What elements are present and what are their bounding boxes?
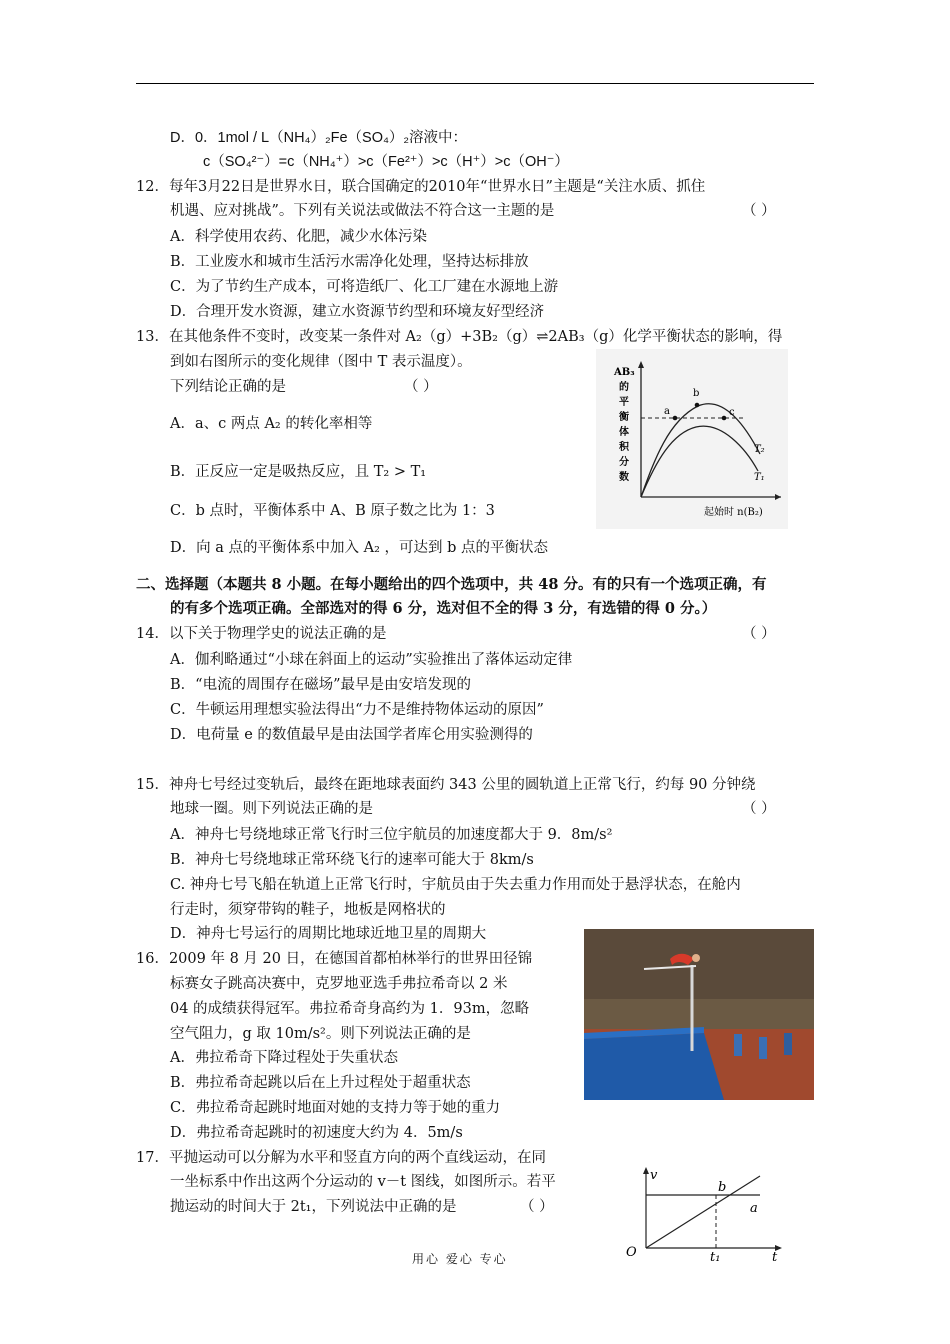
q11-option-d: D．0．1mol / L（NH₄）₂Fe（SO₄）₂溶液中： [170,130,468,146]
q15-stem-line2: 地球一圈。则下列说法正确的是 [170,801,373,817]
q15-option-b: B．神舟七号绕地球正常环绕飞行的速率可能大于 8km/s [170,852,534,868]
y-label-6: 分 [619,457,629,468]
athlete-head [692,954,700,962]
q12-option-a: A．科学使用农药、化肥，减少水体污染 [170,229,427,245]
line-b-label: b [718,1180,727,1195]
t1-label: t₁ [710,1250,721,1262]
y-label-5: 积 [619,442,629,453]
q13-equilibrium-figure [596,349,788,529]
line-a-label: a [750,1201,758,1216]
official-1 [734,1034,742,1056]
q14-option-d: D．电荷量 e 的数值最早是由法国学者库仑用实验测得的 [170,727,533,743]
q13-answer-blank: （ ） [404,379,438,395]
q17-vt-graph [620,1164,790,1262]
q15-stem-line1: 15．神舟七号经过变轨后，最终在距地球表面约 343 公里的圆轨道上正常飞行，约每 90 分钟绕 [136,777,756,793]
q13-option-d: D．向 a 点的平衡体系中加入 A₂ ，可达到 b 点的平衡状态 [170,540,548,556]
q17-answer-blank: （ ） [520,1199,554,1215]
x-axis-label: 起始时 n(B₂) [704,507,763,518]
q12-option-d: D．合理开发水资源，建立水资源节约型和环境友好型经济 [170,304,545,320]
q13-stem-line1: 13．在其他条件不变时，改变某一条件对 A₂（g）+3B₂（g）⇌2AB₃（g）化学平衡状态的影响，得 [136,329,783,345]
section2-heading-line1: 二、选择题（本题共 8 小题。在每小题给出的四个选项中，共 48 分。有的只有一个选项正确，有 [136,576,767,593]
q16-stem-line2: 标赛女子跳高决赛中，克罗地亚选手弗拉希奇以 2 米 [170,976,508,992]
landing-mat [584,1033,724,1100]
point-a-label: a [664,406,670,417]
origin-label: O [626,1245,637,1260]
q16-option-d: D．弗拉希奇起跳时的初速度大约为 4．5m/s [170,1125,463,1141]
header-rule [136,83,814,84]
official-3 [784,1033,792,1055]
q13-stem-line3: 下列结论正确的是 [170,379,286,395]
q14-option-a: A．伽利略通过“小球在斜面上的运动”实验推出了落体运动定律 [170,652,573,668]
q15-option-a: A．神舟七号绕地球正常飞行时三位宇航员的加速度都大于 9．8m/s² [170,827,613,843]
q12-option-b: B．工业废水和城市生活污水需净化处理，坚持达标排放 [170,254,529,270]
q15-option-c-line1: C. 神舟七号飞船在轨道上正常飞行时，宇航员由于失去重力作用而处于悬浮状态，在舱内 [170,877,741,893]
q13-option-a: A．a、c 两点 A₂ 的转化率相等 [170,416,373,432]
point-c [722,416,727,421]
q14-option-b: B．“电流的周围存在磁场”最早是由安培发现的 [170,677,471,693]
y-label-2: 平 [619,397,629,408]
v-axis-label: v [650,1168,658,1183]
q12-stem-line2: 机遇、应对挑战”。下列有关说法或做法不符合这一主题的是 [170,203,555,219]
q16-stem-line1: 16．2009 年 8 月 20 日，在德国首都柏林举行的世界田径锦 [136,951,533,967]
point-a [673,416,678,421]
point-c-label: c [729,407,735,418]
q14-stem: 14．以下关于物理学史的说法正确的是 [136,626,387,642]
q15-answer-blank: （ ） [742,801,776,817]
q13-stem-line2: 到如右图所示的变化规律（图中 T 表示温度）。 [170,354,472,370]
q16-option-c: C．弗拉希奇起跳时地面对她的支持力等于她的重力 [170,1100,501,1116]
q16-option-b: B．弗拉希奇起跳以后在上升过程处于超重状态 [170,1075,471,1091]
section2-heading-line2: 的有多个选项正确。全部选对的得 6 分，选对但不全的得 3 分，有选错的得 0 分。） [170,600,717,617]
crowd-stands [584,929,814,999]
curve-t1-label: T₁ [754,472,765,483]
y-label-7: 数 [619,472,629,483]
curve-t2-label: T₂ [754,444,765,455]
q12-option-c: C．为了节约生产成本，可将造纸厂、化工厂建在水源地上游 [170,279,559,295]
official-2 [759,1037,767,1059]
v-axis-arrow [643,1167,649,1174]
q17-stem-line1: 17．平抛运动可以分解为水平和竖直方向的两个直线运动，在同 [136,1150,546,1166]
q11-option-d-formula: c（SO₄²⁻）=c（NH₄⁺）>c（Fe²⁺）>c（H⁺）>c（OH⁻） [203,154,569,170]
page-footer: 用心 爱心 专心 [412,1252,508,1266]
q17-stem-line2: 一坐标系中作出这两个分运动的 v－t 图线，如图所示。若平 [170,1174,556,1190]
line-b-slanted [646,1176,760,1248]
q15-option-c-line2: 行走时，须穿带钩的鞋子，地板是网格状的 [170,902,446,918]
high-jump-photo [584,929,814,1100]
point-b-label: b [693,388,700,399]
y-label-0: AB₃ [614,367,635,378]
q12-answer-blank: （ ） [742,203,776,219]
y-label-3: 衡 [619,412,629,423]
q17-stem-line3: 抛运动的时间大于 2t₁，下列说法中正确的是 [170,1199,457,1215]
q13-option-b: B．正反应一定是吸热反应，且 T₂ > T₁ [170,464,427,480]
t-axis-label: t [772,1250,778,1262]
q14-answer-blank: （ ） [742,626,776,642]
q12-stem-line1: 12．每年3月22日是世界水日，联合国确定的2010年“世界水日”主题是“关注水质、抓住 [136,179,706,195]
q16-option-a: A．弗拉希奇下降过程处于失重状态 [170,1050,398,1066]
q13-option-c: C．b 点时，平衡体系中 A、B 原子数之比为 1：3 [170,503,495,519]
y-label-4: 体 [619,427,629,438]
q15-option-d: D．神舟七号运行的周期比地球近地卫星的周期大 [170,926,487,942]
q14-option-c: C．牛顿运用理想实验法得出“力不是维持物体运动的原因” [170,702,544,718]
q16-stem-line3: 04 的成绩获得冠军。弗拉希奇身高约为 1．93m，忽略 [170,1001,530,1017]
y-label-1: 的 [619,382,629,393]
crowd-lower [584,999,814,1029]
point-b [695,403,700,408]
q16-stem-line4: 空气阻力，g 取 10m/s²。则下列说法正确的是 [170,1026,471,1042]
